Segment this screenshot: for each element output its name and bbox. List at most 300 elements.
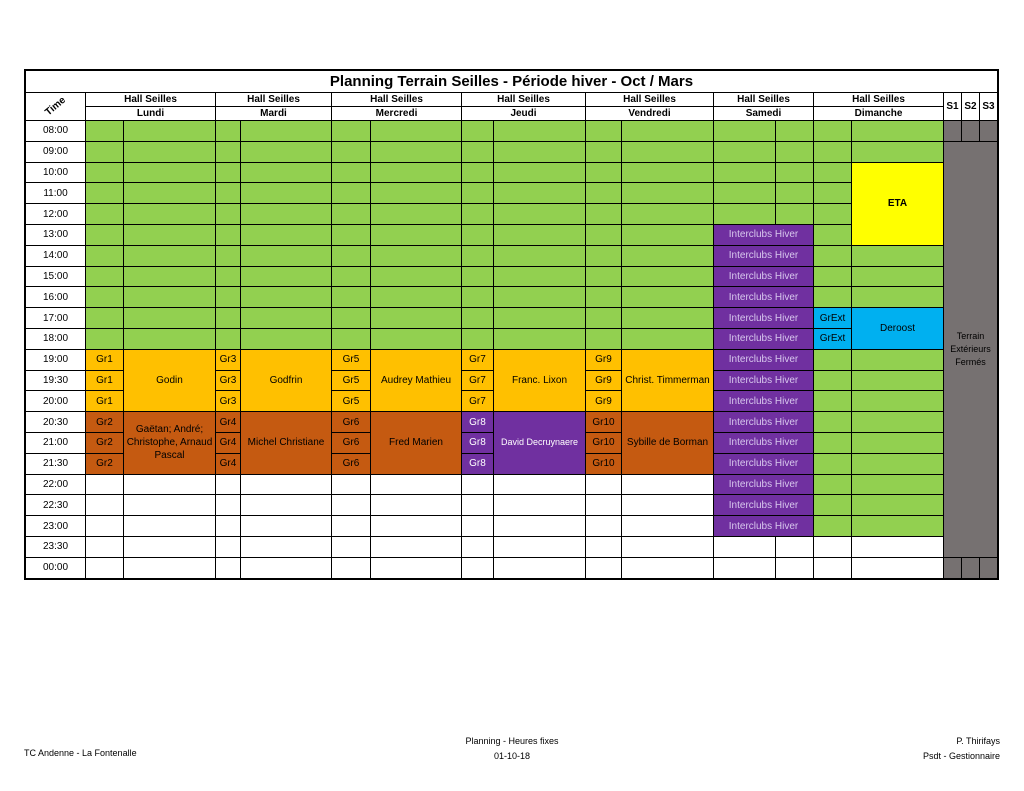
slot-cell <box>371 287 462 308</box>
slot-cell <box>586 495 622 516</box>
group-cell: Gr2 <box>86 454 124 475</box>
slot-cell <box>622 537 714 558</box>
slot-cell <box>216 475 241 496</box>
slot-cell <box>216 537 241 558</box>
slot-cell <box>776 121 814 142</box>
slot-cell <box>371 495 462 516</box>
slot-cell <box>241 142 332 163</box>
slot-cell <box>852 495 944 516</box>
group-cell: Gr10 <box>586 433 622 454</box>
hall-header: Hall Seilles <box>814 93 944 107</box>
time-label-cell: 11:00 <box>26 183 86 204</box>
group-cell: Gr7 <box>462 350 494 371</box>
slot-cell <box>216 246 241 267</box>
group-cell: Gr8 <box>462 412 494 433</box>
slot-cell <box>124 183 216 204</box>
slot-cell <box>852 287 944 308</box>
day-header-1: Mardi <box>216 107 332 121</box>
slot-cell <box>852 246 944 267</box>
slot-cell <box>241 558 332 579</box>
slot-cell <box>332 475 371 496</box>
slot-cell <box>371 475 462 496</box>
s-cell <box>980 558 997 579</box>
slot-cell <box>216 121 241 142</box>
group-cell: Gr1 <box>86 350 124 371</box>
slot-cell <box>371 558 462 579</box>
slot-cell <box>216 329 241 350</box>
time-label-cell: 10:00 <box>26 163 86 184</box>
time-label-cell: 18:00 <box>26 329 86 350</box>
slot-cell <box>714 142 776 163</box>
slot-cell <box>124 537 216 558</box>
booking-name: David Decruynaere <box>494 412 586 474</box>
interclubs-cell: Interclubs Hiver <box>714 412 814 433</box>
slot-cell <box>332 163 371 184</box>
slot-cell <box>622 308 714 329</box>
slot-cell <box>714 121 776 142</box>
time-label-cell: 21:30 <box>26 454 86 475</box>
slot-cell <box>462 287 494 308</box>
slot-cell <box>332 329 371 350</box>
slot-cell <box>494 475 586 496</box>
slot-cell <box>86 537 124 558</box>
day-header-4: Vendredi <box>586 107 714 121</box>
footer-club: TC Andenne - La Fontenalle <box>24 748 137 758</box>
slot-cell <box>86 225 124 246</box>
time-label-cell: 00:00 <box>26 558 86 579</box>
slot-cell <box>371 246 462 267</box>
slot-cell <box>216 267 241 288</box>
slot-cell <box>494 204 586 225</box>
group-cell: Gr2 <box>86 433 124 454</box>
footer-role: Psdt - Gestionnaire <box>922 751 1000 761</box>
group-cell: Gr8 <box>462 454 494 475</box>
slot-cell <box>814 454 852 475</box>
slot-cell <box>124 475 216 496</box>
slot-cell <box>86 163 124 184</box>
hall-header: Hall Seilles <box>586 93 714 107</box>
slot-cell <box>494 308 586 329</box>
slot-cell <box>622 495 714 516</box>
booking-name: Godin <box>124 350 216 412</box>
slot-cell <box>86 121 124 142</box>
slot-cell <box>776 142 814 163</box>
group-cell: Gr5 <box>332 391 371 412</box>
slot-cell <box>216 142 241 163</box>
slot-cell <box>622 121 714 142</box>
slot-cell <box>586 225 622 246</box>
group-cell: Gr3 <box>216 371 241 392</box>
slot-cell <box>494 516 586 537</box>
closed-block: Terrain Extérieurs Fermés <box>944 142 997 558</box>
s-cell <box>962 121 980 142</box>
booking-name: Gaëtan; André; Christophe, Arnaud Pascal <box>124 412 216 474</box>
time-label-cell: 17:00 <box>26 308 86 329</box>
slot-cell <box>86 246 124 267</box>
slot-cell <box>216 308 241 329</box>
slot-cell <box>814 558 852 579</box>
slot-cell <box>241 308 332 329</box>
slot-cell <box>814 287 852 308</box>
slot-cell <box>216 287 241 308</box>
time-label-cell: 21:00 <box>26 433 86 454</box>
slot-cell <box>852 267 944 288</box>
group-cell: Gr6 <box>332 454 371 475</box>
slot-cell <box>586 142 622 163</box>
slot-cell <box>241 475 332 496</box>
slot-cell <box>86 516 124 537</box>
slot-cell <box>494 183 586 204</box>
slot-cell <box>241 287 332 308</box>
slot-cell <box>216 516 241 537</box>
slot-cell <box>586 308 622 329</box>
slot-cell <box>852 391 944 412</box>
slot-cell <box>494 558 586 579</box>
time-label-cell: 12:00 <box>26 204 86 225</box>
time-label: Time <box>43 94 68 119</box>
slot-cell <box>814 433 852 454</box>
s-cell <box>944 121 962 142</box>
slot-cell <box>622 516 714 537</box>
slot-cell <box>586 121 622 142</box>
group-cell: Gr3 <box>216 350 241 371</box>
slot-cell <box>852 371 944 392</box>
slot-cell <box>241 246 332 267</box>
s-cell <box>962 558 980 579</box>
slot-cell <box>814 412 852 433</box>
slot-cell <box>622 204 714 225</box>
slot-cell <box>216 495 241 516</box>
slot-cell <box>332 204 371 225</box>
slot-cell <box>216 225 241 246</box>
slot-cell <box>124 516 216 537</box>
group-cell: Gr5 <box>332 350 371 371</box>
slot-cell <box>241 183 332 204</box>
s-header-1: S1 <box>944 93 962 121</box>
time-label-cell: 14:00 <box>26 246 86 267</box>
slot-cell <box>494 267 586 288</box>
deroost-booking: Deroost <box>852 308 944 350</box>
slot-cell <box>622 475 714 496</box>
slot-cell <box>371 308 462 329</box>
group-cell: Gr9 <box>586 350 622 371</box>
slot-cell <box>216 183 241 204</box>
slot-cell <box>86 204 124 225</box>
hall-header: Hall Seilles <box>332 93 462 107</box>
slot-cell <box>241 121 332 142</box>
slot-cell <box>216 163 241 184</box>
booking-name: Franc. Lixon <box>494 350 586 412</box>
slot-cell <box>622 267 714 288</box>
slot-cell <box>852 433 944 454</box>
slot-cell <box>586 163 622 184</box>
slot-cell <box>462 225 494 246</box>
hall-header: Hall Seilles <box>86 93 216 107</box>
slot-cell <box>462 475 494 496</box>
slot-cell <box>462 246 494 267</box>
group-cell: Gr1 <box>86 391 124 412</box>
time-label-cell: 13:00 <box>26 225 86 246</box>
time-label-cell: 19:30 <box>26 371 86 392</box>
slot-cell <box>852 412 944 433</box>
slot-cell <box>814 516 852 537</box>
group-cell: Gr2 <box>86 412 124 433</box>
slot-cell <box>776 537 814 558</box>
interclubs-cell: Interclubs Hiver <box>714 391 814 412</box>
time-label-cell: 22:00 <box>26 475 86 496</box>
slot-cell <box>86 267 124 288</box>
slot-cell <box>332 225 371 246</box>
slot-cell <box>462 204 494 225</box>
slot-cell <box>776 204 814 225</box>
slot-cell <box>852 142 944 163</box>
interclubs-cell: Interclubs Hiver <box>714 495 814 516</box>
grext-cell: GrExt <box>814 329 852 350</box>
slot-cell <box>371 329 462 350</box>
page-title: Planning Terrain Seilles - Période hiver - Oct / Mars <box>26 71 997 93</box>
slot-cell <box>332 246 371 267</box>
slot-cell <box>124 308 216 329</box>
slot-cell <box>216 204 241 225</box>
interclubs-cell: Interclubs Hiver <box>714 267 814 288</box>
slot-cell <box>332 287 371 308</box>
slot-cell <box>776 163 814 184</box>
time-header <box>26 93 86 121</box>
s-header-2: S2 <box>962 93 980 121</box>
slot-cell <box>622 142 714 163</box>
group-cell: Gr10 <box>586 454 622 475</box>
slot-cell <box>86 475 124 496</box>
slot-cell <box>124 142 216 163</box>
slot-cell <box>814 163 852 184</box>
day-header-2: Mercredi <box>332 107 462 121</box>
slot-cell <box>814 267 852 288</box>
slot-cell <box>622 287 714 308</box>
slot-cell <box>462 495 494 516</box>
slot-cell <box>371 121 462 142</box>
slot-cell <box>586 267 622 288</box>
slot-cell <box>332 495 371 516</box>
slot-cell <box>332 142 371 163</box>
slot-cell <box>714 183 776 204</box>
slot-cell <box>332 308 371 329</box>
slot-cell <box>586 537 622 558</box>
group-cell: Gr4 <box>216 433 241 454</box>
slot-cell <box>332 516 371 537</box>
group-cell: Gr9 <box>586 391 622 412</box>
slot-cell <box>494 225 586 246</box>
slot-cell <box>494 142 586 163</box>
group-cell: Gr6 <box>332 433 371 454</box>
slot-cell <box>852 121 944 142</box>
slot-cell <box>494 163 586 184</box>
group-cell: Gr5 <box>332 371 371 392</box>
interclubs-cell: Interclubs Hiver <box>714 308 814 329</box>
slot-cell <box>814 142 852 163</box>
interclubs-cell: Interclubs Hiver <box>714 516 814 537</box>
slot-cell <box>462 163 494 184</box>
slot-cell <box>852 350 944 371</box>
group-cell: Gr4 <box>216 412 241 433</box>
booking-name: Christ. Timmerman <box>622 350 714 412</box>
time-label-cell: 16:00 <box>26 287 86 308</box>
slot-cell <box>86 558 124 579</box>
slot-cell <box>124 287 216 308</box>
time-label-cell: 22:30 <box>26 495 86 516</box>
slot-cell <box>852 537 944 558</box>
slot-cell <box>462 308 494 329</box>
slot-cell <box>714 204 776 225</box>
time-label-cell: 20:30 <box>26 412 86 433</box>
slot-cell <box>586 183 622 204</box>
slot-cell <box>86 183 124 204</box>
booking-name: Fred Marien <box>371 412 462 474</box>
slot-cell <box>241 225 332 246</box>
slot-cell <box>622 558 714 579</box>
planning-grid <box>24 69 999 580</box>
slot-cell <box>462 142 494 163</box>
group-cell: Gr3 <box>216 391 241 412</box>
day-header-6: Dimanche <box>814 107 944 121</box>
slot-cell <box>371 183 462 204</box>
slot-cell <box>814 350 852 371</box>
group-cell: Gr9 <box>586 371 622 392</box>
slot-cell <box>776 183 814 204</box>
slot-cell <box>814 183 852 204</box>
slot-cell <box>462 183 494 204</box>
slot-cell <box>462 267 494 288</box>
slot-cell <box>332 558 371 579</box>
time-label-cell: 23:00 <box>26 516 86 537</box>
slot-cell <box>332 537 371 558</box>
hall-header: Hall Seilles <box>714 93 814 107</box>
slot-cell <box>124 246 216 267</box>
interclubs-cell: Interclubs Hiver <box>714 454 814 475</box>
booking-name: Godfrin <box>241 350 332 412</box>
s-header-3: S3 <box>980 93 997 121</box>
day-header-3: Jeudi <box>462 107 586 121</box>
slot-cell <box>86 495 124 516</box>
booking-name: Sybille de Borman <box>622 412 714 474</box>
group-cell: Gr10 <box>586 412 622 433</box>
slot-cell <box>494 287 586 308</box>
hall-header: Hall Seilles <box>216 93 332 107</box>
slot-cell <box>371 516 462 537</box>
footer-date: 01-10-18 <box>493 751 531 761</box>
slot-cell <box>814 391 852 412</box>
slot-cell <box>586 246 622 267</box>
slot-cell <box>586 558 622 579</box>
eta-booking: ETA <box>852 163 944 246</box>
interclubs-cell: Interclubs Hiver <box>714 329 814 350</box>
slot-cell <box>814 246 852 267</box>
slot-cell <box>332 267 371 288</box>
slot-cell <box>622 183 714 204</box>
slot-cell <box>124 267 216 288</box>
slot-cell <box>124 225 216 246</box>
s-cell <box>980 121 997 142</box>
hall-header: Hall Seilles <box>462 93 586 107</box>
slot-cell <box>494 329 586 350</box>
footer-doc-title: Planning - Heures fixes <box>465 736 559 746</box>
interclubs-cell: Interclubs Hiver <box>714 350 814 371</box>
slot-cell <box>332 121 371 142</box>
time-label-cell: 09:00 <box>26 142 86 163</box>
slot-cell <box>86 142 124 163</box>
slot-cell <box>241 267 332 288</box>
slot-cell <box>494 537 586 558</box>
slot-cell <box>124 558 216 579</box>
group-cell: Gr6 <box>332 412 371 433</box>
slot-cell <box>241 329 332 350</box>
slot-cell <box>586 329 622 350</box>
slot-cell <box>371 163 462 184</box>
slot-cell <box>241 537 332 558</box>
slot-cell <box>371 225 462 246</box>
footer-author: P. Thirifays <box>956 736 1000 746</box>
time-label-cell: 19:00 <box>26 350 86 371</box>
s-cell <box>944 558 962 579</box>
slot-cell <box>86 287 124 308</box>
slot-cell <box>852 516 944 537</box>
slot-cell <box>462 537 494 558</box>
slot-cell <box>124 121 216 142</box>
slot-cell <box>494 246 586 267</box>
group-cell: Gr1 <box>86 371 124 392</box>
interclubs-cell: Interclubs Hiver <box>714 371 814 392</box>
slot-cell <box>371 537 462 558</box>
slot-cell <box>814 495 852 516</box>
slot-cell <box>852 454 944 475</box>
time-label-cell: 23:30 <box>26 537 86 558</box>
slot-cell <box>216 558 241 579</box>
slot-cell <box>622 246 714 267</box>
slot-cell <box>86 329 124 350</box>
slot-cell <box>241 204 332 225</box>
slot-cell <box>814 121 852 142</box>
slot-cell <box>586 475 622 496</box>
time-label-cell: 15:00 <box>26 267 86 288</box>
slot-cell <box>714 537 776 558</box>
booking-name: Audrey Mathieu <box>371 350 462 412</box>
slot-cell <box>622 329 714 350</box>
interclubs-cell: Interclubs Hiver <box>714 225 814 246</box>
slot-cell <box>371 142 462 163</box>
booking-name: Michel Christiane <box>241 412 332 474</box>
slot-cell <box>814 371 852 392</box>
slot-cell <box>462 558 494 579</box>
slot-cell <box>714 163 776 184</box>
interclubs-cell: Interclubs Hiver <box>714 246 814 267</box>
interclubs-cell: Interclubs Hiver <box>714 433 814 454</box>
slot-cell <box>622 225 714 246</box>
slot-cell <box>714 558 776 579</box>
slot-cell <box>852 558 944 579</box>
slot-cell <box>814 475 852 496</box>
slot-cell <box>852 475 944 496</box>
group-cell: Gr8 <box>462 433 494 454</box>
slot-cell <box>462 516 494 537</box>
slot-cell <box>622 163 714 184</box>
time-label-cell: 08:00 <box>26 121 86 142</box>
slot-cell <box>371 267 462 288</box>
slot-cell <box>124 204 216 225</box>
interclubs-cell: Interclubs Hiver <box>714 287 814 308</box>
slot-cell <box>124 329 216 350</box>
slot-cell <box>814 225 852 246</box>
slot-cell <box>124 495 216 516</box>
slot-cell <box>462 329 494 350</box>
